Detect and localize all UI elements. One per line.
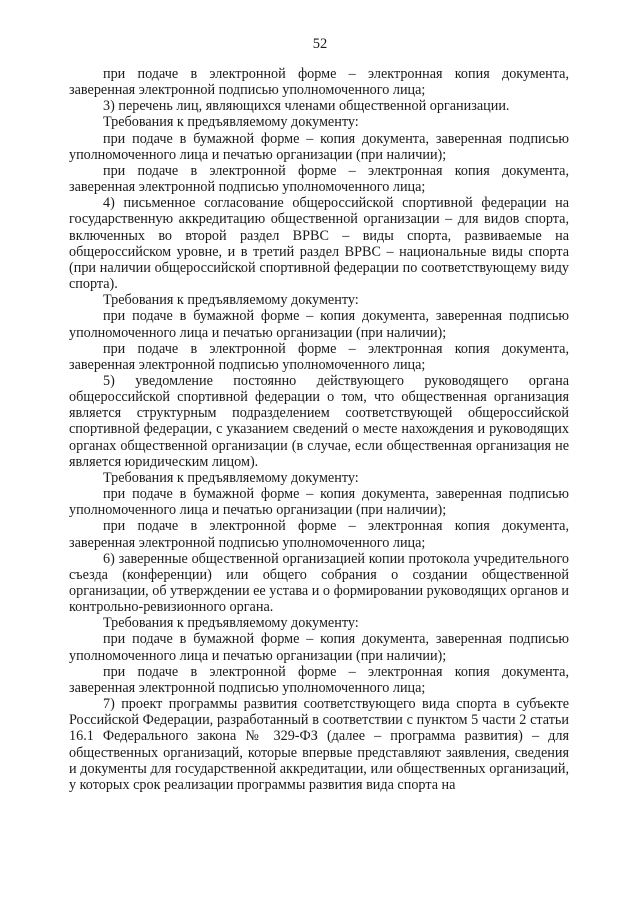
paragraph: Требования к предъявляемому документу: (103, 469, 359, 486)
paragraph: при подаче в бумажной форме – копия документа, заверенная подписью уполномоченного лица и печатью организации (при наличии); (69, 486, 569, 519)
paragraph: Требования к предъявляемому документу: (103, 292, 359, 309)
paragraph: при подаче в бумажной форме – копия документа, заверенная подписью уполномоченного лица и печатью организации (при наличии); (69, 308, 569, 341)
document-body (69, 66, 569, 793)
paragraph: 6) заверенные общественной организацией копии протокола учредительного съезда (конференции) или общего собрания о создании общественной организации, об утверждении ее устава и о формировании руководящих органов и контрольно-ревизионного органа. (69, 550, 569, 616)
paragraph: при подаче в электронной форме – электронная копия документа, заверенная электронной подписью уполномоченного лица; (69, 340, 569, 373)
paragraph: Требования к предъявляемому документу: (103, 114, 359, 131)
paragraph: при подаче в бумажной форме – копия документа, заверенная подписью уполномоченного лица и печатью организации (при наличии); (69, 130, 569, 163)
paragraph: 7) проект программы развития соответствующего вида спорта в субъекте Российской Федерации, разработанный в соответствии с пунктом 5 части 2 статьи 16.1 Федерального закона № 329-ФЗ (далее – программа развития) – для общественных организаций, которые впервые представляют заявления, сведения и документы для государственной аккредитации, или общественных организаций, у которых срок реализации программы развития вида спорта на (69, 696, 569, 793)
page-number: 52 (312, 36, 328, 52)
paragraph: при подаче в электронной форме – электронная копия документа, заверенная электронной подписью уполномоченного лица; (69, 663, 569, 696)
paragraph: при подаче в бумажной форме – копия документа, заверенная подписью уполномоченного лица и печатью организации (при наличии); (69, 631, 569, 664)
paragraph: при подаче в электронной форме – электронная копия документа, заверенная электронной подписью уполномоченного лица; (69, 66, 569, 99)
paragraph: Требования к предъявляемому документу: (103, 615, 359, 632)
paragraph: 3) перечень лиц, являющихся членами общественной организации. (103, 98, 510, 115)
paragraph: при подаче в электронной форме – электронная копия документа, заверенная электронной подписью уполномоченного лица; (69, 518, 569, 551)
paragraph: при подаче в электронной форме – электронная копия документа, заверенная электронной подписью уполномоченного лица; (69, 162, 569, 196)
paragraph: 5) уведомление постоянно действующего руководящего органа общероссийской спортивной федерации о том, что общественная организация является структурным подразделением соответствующей общероссийской спортивной федерации, с указанием сведений о месте нахождения и руководящих органах общественной организации (в случае, если общественная организация не является юридическим лицом). (69, 372, 569, 470)
paragraph: 4) письменное согласование общероссийской спортивной федерации на государственную аккредитацию общественной организации – для видов спорта, включенных во второй раздел ВРВС – виды спорта, развиваемые на общероссийском уровне, и в третий раздел ВРВС – национальные виды спорта (при наличии общероссийской спортивной федерации по соответствующему виду спорта). (69, 195, 569, 293)
